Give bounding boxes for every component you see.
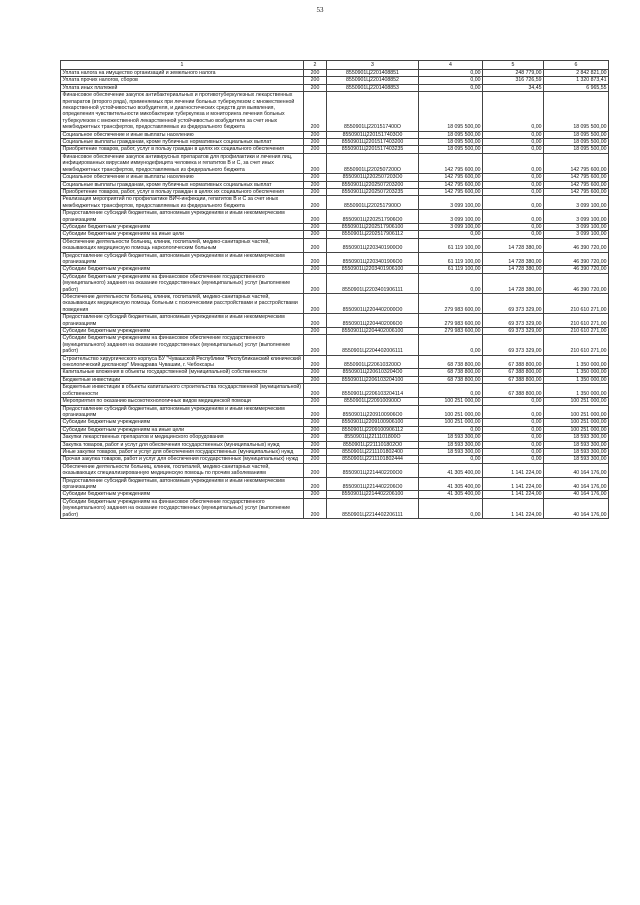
table-row [61,196,609,210]
budget-table [60,60,609,519]
row-value-4: 3 099 100,00 [419,196,483,210]
row-name: Бюджетные инвестиции в объекты капитального строительства государственной (муниципальной) собственности [61,384,304,398]
row-col2: 200 [304,477,327,491]
row-name: Мероприятия по оказанию высокотехнологичных видов медицинской помощи [61,398,304,405]
row-value-4: 0,00 [419,498,483,518]
table-row [61,419,609,426]
row-code: 8550901Ц2211101802О0 [327,441,419,448]
row-name: Прочая закупка товаров, работ и услуг для обеспечения государственных (муниципальных) нужд [61,456,304,463]
row-value-4: 0,00 [419,231,483,238]
row-value-4: 18 095 500,00 [419,146,483,153]
row-value-5: 1 141 224,00 [483,477,544,491]
table-row [61,384,609,398]
row-col2: 200 [304,376,327,383]
row-code: 8550901Ц2211101802400 [327,448,419,455]
row-value-4: 279 983 600,00 [419,314,483,328]
row-value-4: 142 795 600,00 [419,153,483,173]
table-row [61,153,609,173]
row-name: Субсидии бюджетным учреждениям [61,266,304,273]
row-value-6: 46 390 720,00 [544,273,609,293]
row-code: 8550901Ц2202517906112 [327,231,419,238]
row-col2: 200 [304,77,327,84]
table-row [61,398,609,405]
table-row [61,139,609,146]
row-value-6: 3 099 100,00 [544,210,609,224]
row-value-4: 142 795 600,00 [419,188,483,195]
row-name: Уплата прочих налогов, сборов [61,77,304,84]
row-value-4: 279 983 600,00 [419,294,483,314]
row-value-5: 0,00 [483,146,544,153]
row-value-5: 0,00 [483,139,544,146]
row-col2: 200 [304,146,327,153]
row-value-4: 41 305 400,00 [419,491,483,498]
row-code: 8550901Ц2202507203О0 [327,174,419,181]
row-name: Субсидии бюджетным учреждениям [61,419,304,426]
row-code: 8550901Ц2203401906О0 [327,252,419,266]
row-value-6: 46 390 720,00 [544,266,609,273]
row-value-4: 18 593 300,00 [419,448,483,455]
row-code: 8550901Ц2209100906О0 [327,405,419,419]
row-value-5: 69 373 329,00 [483,328,544,335]
table-row [61,477,609,491]
row-name: Предоставление субсидий бюджетным, автономным учреждениям и иным некоммерческим организациям [61,477,304,491]
row-col2: 200 [304,384,327,398]
row-value-5: 14 728 380,00 [483,252,544,266]
row-code: 8550901Ц2201517403О0 [327,131,419,138]
row-value-4: 100 251 000,00 [419,398,483,405]
row-col2: 200 [304,355,327,369]
row-value-4: 0,00 [419,273,483,293]
row-name: Капитальные вложения в объекты государственной (муниципальной) собственности [61,369,304,376]
row-value-5: 69 373 329,00 [483,314,544,328]
row-name: Субсидии бюджетным учреждениям на финансовое обеспечение государственного (муниципального) задания на оказание государственных (муниципальных) услуг (выполнение работ) [61,335,304,355]
column-number: 6 [544,61,609,70]
row-col2: 200 [304,398,327,405]
row-value-6: 46 390 720,00 [544,252,609,266]
table-row [61,223,609,230]
row-value-6: 18 593 300,00 [544,456,609,463]
row-col2: 200 [304,70,327,77]
table-row [61,238,609,252]
row-col2: 200 [304,491,327,498]
row-value-4: 41 305 400,00 [419,477,483,491]
row-value-6: 40 164 176,00 [544,498,609,518]
row-col2: 200 [304,426,327,433]
row-value-6: 210 610 271,00 [544,314,609,328]
table-row [61,84,609,91]
row-value-6: 1 350 000,00 [544,355,609,369]
row-value-5: 0,00 [483,131,544,138]
row-name: Реализация мероприятий по профилактике ВИЧ-инфекции, гепатитов B и C за счет иных межбюджетных трансфертов, предоставляемых из федерального бюджета [61,196,304,210]
row-value-4: 41 305 400,00 [419,463,483,477]
row-name: Закупка товаров, работ и услуг для обеспечения государственных (муниципальных) нужд [61,441,304,448]
row-value-5: 1 141 224,00 [483,491,544,498]
row-col2: 200 [304,294,327,314]
row-code: 8550901Ц2203401906100 [327,266,419,273]
row-name: Финансовое обеспечение закупок антивирусных препаратов для профилактики и лечения лиц, инфицированных вирусами иммунодефицита человека и гепатитов B и C, за счет иных межбюджетных трансфертов, предоставляемых из федерального бюджета [61,153,304,173]
row-name: Иные закупки товаров, работ и услуг для обеспечения государственных (муниципальных) нужд [61,448,304,455]
row-name: Субсидии бюджетным учреждениям [61,491,304,498]
table-row [61,181,609,188]
row-value-4: 68 738 800,00 [419,355,483,369]
row-code: 8550901Ц2204402006100 [327,328,419,335]
row-value-5: 0,00 [483,426,544,433]
row-value-5: 0,00 [483,398,544,405]
row-name: Обеспечение деятельности больниц, клиник, госпиталей, медико-санитарных частей, оказывающих медицинскую помощь больным с психическими расстройствами и расстройствами поведения [61,294,304,314]
row-value-6: 1 350 000,00 [544,376,609,383]
row-col2: 200 [304,405,327,419]
row-code: 8550901Ц2202507203200 [327,181,419,188]
row-code: 8550901Ц2214402200О0 [327,463,419,477]
row-value-6: 1 350 000,00 [544,369,609,376]
row-value-6: 18 095 500,00 [544,139,609,146]
row-name: Субсидии бюджетным учреждениям [61,328,304,335]
row-value-5: 0,00 [483,456,544,463]
row-code: 8550901Ц2201517403200 [327,139,419,146]
table-row [61,335,609,355]
row-col2: 200 [304,434,327,441]
row-value-4: 0,00 [419,77,483,84]
row-code: 8550901Ц2202517906100 [327,223,419,230]
row-code: 8550901Ц2201517400О [327,92,419,131]
row-col2: 200 [304,314,327,328]
row-value-4: 0,00 [419,384,483,398]
row-code: 8550901Ц2206103204114 [327,384,419,398]
row-col2: 200 [304,273,327,293]
row-value-5: 0,00 [483,419,544,426]
row-value-5: 69 373 329,00 [483,335,544,355]
row-col2: 200 [304,210,327,224]
row-value-5: 14 728 380,00 [483,273,544,293]
row-code: 8550901Ц2206103204100 [327,376,419,383]
column-number: 3 [327,61,419,70]
row-value-6: 18 095 500,00 [544,146,609,153]
row-value-4: 61 119 100,00 [419,252,483,266]
row-value-5: 67 388 800,00 [483,384,544,398]
page-number: 53 [316,6,324,14]
row-col2: 200 [304,92,327,131]
row-name: Предоставление субсидий бюджетным, автономным учреждениям и иным некоммерческим организациям [61,252,304,266]
row-value-6: 40 164 176,00 [544,463,609,477]
row-code: 8550901Ц2201408851 [327,70,419,77]
row-value-4: 3 099 100,00 [419,210,483,224]
row-value-5: 0,00 [483,153,544,173]
row-code: 8550901Ц2214402206111 [327,498,419,518]
row-value-5: 0,00 [483,181,544,188]
row-value-5: 0,00 [483,210,544,224]
row-value-5: 67 388 800,00 [483,376,544,383]
row-value-4: 0,00 [419,70,483,77]
row-col2: 200 [304,419,327,426]
row-col2: 200 [304,238,327,252]
row-name: Уплата иных платежей [61,84,304,91]
row-name: Субсидии бюджетным учреждениям на финансовое обеспечение государственного (муниципального) задания на оказание государственных (муниципальных) услуг (выполнение работ) [61,273,304,293]
row-col2: 200 [304,131,327,138]
row-value-6: 100 251 000,00 [544,405,609,419]
table-row [61,498,609,518]
row-value-6: 142 795 600,00 [544,181,609,188]
row-col2: 200 [304,196,327,210]
row-code: 8550901Ц2209100906100 [327,419,419,426]
row-value-6: 210 610 271,00 [544,328,609,335]
table-row [61,328,609,335]
row-value-4: 18 095 500,00 [419,131,483,138]
row-name: Бюджетные инвестиции [61,376,304,383]
row-value-6: 142 795 600,00 [544,188,609,195]
row-code: 8550901Ц2211101802444 [327,456,419,463]
row-value-6: 3 099 100,00 [544,196,609,210]
row-value-5: 1 141 224,00 [483,463,544,477]
row-value-5: 14 728 380,00 [483,266,544,273]
row-value-6: 210 610 271,00 [544,335,609,355]
table-row [61,70,609,77]
row-value-6: 18 095 500,00 [544,131,609,138]
row-name: Субсидии бюджетным учреждениям на финансовое обеспечение государственного (муниципального) задания на оказание государственных (муниципальных) услуг (выполнение работ) [61,498,304,518]
row-code: 8550901Ц2202517900О [327,196,419,210]
row-value-5: 34,45 [483,84,544,91]
row-value-4: 61 119 100,00 [419,238,483,252]
table-row [61,369,609,376]
row-code: 8550901Ц2202517906О0 [327,210,419,224]
row-name: Субсидии бюджетным учреждениям на иные цели [61,426,304,433]
table-row [61,491,609,498]
row-col2: 200 [304,463,327,477]
table-row [61,426,609,433]
row-code: 8550901Ц2214402206100 [327,491,419,498]
row-col2: 200 [304,174,327,181]
row-value-4: 100 251 000,00 [419,405,483,419]
row-col2: 200 [304,266,327,273]
row-value-6: 100 251 000,00 [544,419,609,426]
row-col2: 200 [304,252,327,266]
row-value-4: 279 983 600,00 [419,328,483,335]
row-code: 8550901Ц2201408852 [327,77,419,84]
row-value-6: 1 320 873,41 [544,77,609,84]
row-value-5: 0,00 [483,405,544,419]
row-value-5: 0,00 [483,174,544,181]
row-value-6: 142 795 600,00 [544,153,609,173]
table-row [61,77,609,84]
row-name: Финансовое обеспечение закупок антибактериальных и противотуберкулезных лекарственных препаратов (второго ряда), применяемых при лечении больных туберкулезом с множественной лекарственной устойчивостью возбудителя, и диагностических средств для выявления, определения чувствительности микобактерии туберкулеза и мониторинга лечения больных туберкулезом с множественной лекарственной устойчивостью возбудителя за счет иных межбюджетных трансфертов, предоставляемых из федерального бюджета [61,92,304,131]
row-value-6: 18 593 300,00 [544,441,609,448]
row-col2: 200 [304,441,327,448]
row-value-4: 18 095 500,00 [419,92,483,131]
column-number: 2 [304,61,327,70]
row-value-5: 316 726,59 [483,77,544,84]
row-value-6: 6 965,55 [544,84,609,91]
row-value-4: 18 095 500,00 [419,139,483,146]
row-value-6: 3 099 100,00 [544,231,609,238]
row-value-4: 3 099 100,00 [419,223,483,230]
row-value-4: 0,00 [419,84,483,91]
row-value-6: 100 251 000,00 [544,398,609,405]
row-value-4: 142 795 600,00 [419,181,483,188]
row-col2: 200 [304,181,327,188]
row-col2: 200 [304,139,327,146]
row-value-4: 18 593 300,00 [419,434,483,441]
row-col2: 200 [304,498,327,518]
table-row [61,266,609,273]
row-value-6: 100 251 000,00 [544,426,609,433]
row-value-4: 18 593 300,00 [419,441,483,448]
row-col2: 200 [304,84,327,91]
row-value-6: 210 610 271,00 [544,294,609,314]
row-name: Субсидии бюджетным учреждениям [61,223,304,230]
table-row [61,131,609,138]
row-value-4: 61 119 100,00 [419,266,483,273]
row-value-5: 1 141 224,00 [483,498,544,518]
row-value-5: 69 373 329,00 [483,294,544,314]
row-code: 8550901Ц2201408853 [327,84,419,91]
row-col2: 200 [304,448,327,455]
table-row [61,146,609,153]
row-name: Обеспечение деятельности больниц, клиник, госпиталей, медико-санитарных частей, оказывающих специализированную медицинскую помощь по прочим заболеваниям [61,463,304,477]
row-name: Социальное обеспечение и иные выплаты населению [61,174,304,181]
row-value-6: 40 164 176,00 [544,491,609,498]
table-row [61,463,609,477]
table-row [61,434,609,441]
row-name: Обеспечение деятельности больниц, клиник, госпиталей, медико-санитарных частей, оказывающих медицинскую помощь наркологическим больным [61,238,304,252]
row-col2: 200 [304,335,327,355]
row-name: Субсидии бюджетным учреждениям на иные цели [61,231,304,238]
row-code: 8550901Ц2203401906111 [327,273,419,293]
row-value-6: 18 095 500,00 [544,92,609,131]
row-col2: 200 [304,188,327,195]
row-value-5: 67 388 800,00 [483,369,544,376]
row-code: 8550901Ц2206103200О [327,355,419,369]
row-value-6: 1 350 000,00 [544,384,609,398]
table-row [61,294,609,314]
table-row [61,456,609,463]
row-col2: 200 [304,153,327,173]
row-name: Закупки лекарственных препаратов и медицинского оборудования [61,434,304,441]
table-row [61,405,609,419]
row-code: 8550901Ц2211101800О [327,434,419,441]
column-number: 1 [61,61,304,70]
table-row [61,231,609,238]
row-code: 8550901Ц2201517403235 [327,146,419,153]
row-value-4: 0,00 [419,426,483,433]
row-value-6: 18 593 300,00 [544,434,609,441]
table-row [61,210,609,224]
row-col2: 200 [304,456,327,463]
row-col2: 200 [304,369,327,376]
row-value-4: 68 738 800,00 [419,376,483,383]
table-row [61,376,609,383]
column-number-row [61,61,609,70]
row-value-4: 142 795 600,00 [419,174,483,181]
row-code: 8550901Ц2206103204О0 [327,369,419,376]
row-code: 8550901Ц2204402000О0 [327,294,419,314]
row-col2: 200 [304,231,327,238]
table-row [61,174,609,181]
row-code: 8550901Ц2214402206О0 [327,477,419,491]
row-value-5: 14 728 380,00 [483,238,544,252]
table-row [61,188,609,195]
table-row [61,355,609,369]
row-name: Предоставление субсидий бюджетным, автономным учреждениям и иным некоммерческим организациям [61,210,304,224]
row-code: 8550901Ц2203401900О0 [327,238,419,252]
row-value-6: 142 795 600,00 [544,174,609,181]
row-value-5: 0,00 [483,223,544,230]
column-number: 4 [419,61,483,70]
row-value-5: 0,00 [483,448,544,455]
row-code: 8550901Ц2204402006О0 [327,314,419,328]
row-value-5: 0,00 [483,188,544,195]
row-value-4: 0,00 [419,335,483,355]
row-code: 8550901Ц2204402006111 [327,335,419,355]
row-value-6: 40 164 176,00 [544,477,609,491]
table-body [61,70,609,519]
row-col2: 200 [304,223,327,230]
row-name: Социальные выплаты гражданам, кроме публичных нормативных социальных выплат [61,181,304,188]
row-value-5: 0,00 [483,434,544,441]
row-value-5: 0,00 [483,231,544,238]
row-value-5: 248 779,00 [483,70,544,77]
row-code: 8550901Ц2209100900О [327,398,419,405]
row-value-5: 0,00 [483,441,544,448]
table-row [61,273,609,293]
row-code: 8550901Ц2202507203235 [327,188,419,195]
row-value-5: 0,00 [483,92,544,131]
table-row [61,448,609,455]
table-row [61,441,609,448]
row-name: Уплата налога на имущество организаций и земельного налога [61,70,304,77]
row-name: Социальные выплаты гражданам, кроме публичных нормативных социальных выплат [61,139,304,146]
row-name: Предоставление субсидий бюджетным, автономным учреждениям и иным некоммерческим организациям [61,314,304,328]
row-name: Предоставление субсидий бюджетным, автономным учреждениям и иным некоммерческим организациям [61,405,304,419]
row-name: Приобретение товаров, работ, услуг в пользу граждан в целях их социального обеспечения [61,188,304,195]
row-value-4: 100 251 000,00 [419,419,483,426]
row-code: 8550901Ц2202507200О [327,153,419,173]
column-number: 5 [483,61,544,70]
row-value-6: 2 842 821,00 [544,70,609,77]
row-value-4: 0,00 [419,456,483,463]
table-row [61,314,609,328]
row-value-5: 0,00 [483,196,544,210]
row-value-5: 67 388 800,00 [483,355,544,369]
row-name: Социальное обеспечение и иные выплаты населению [61,131,304,138]
row-value-6: 18 593 300,00 [544,448,609,455]
row-name: Приобретение товаров, работ, услуг в пользу граждан в целях их социального обеспечения [61,146,304,153]
row-value-4: 68 738 800,00 [419,369,483,376]
table-row [61,252,609,266]
table-row [61,92,609,131]
row-code: 8550901Ц2209100906112 [327,426,419,433]
row-name: Строительство хирургического корпуса БУ "Чувашской Республики "Республиканский клинический онкологический диспансер" Минздрава Чувашии, г. Чебоксары [61,355,304,369]
row-value-6: 3 099 100,00 [544,223,609,230]
row-col2: 200 [304,328,327,335]
row-value-6: 46 390 720,00 [544,238,609,252]
